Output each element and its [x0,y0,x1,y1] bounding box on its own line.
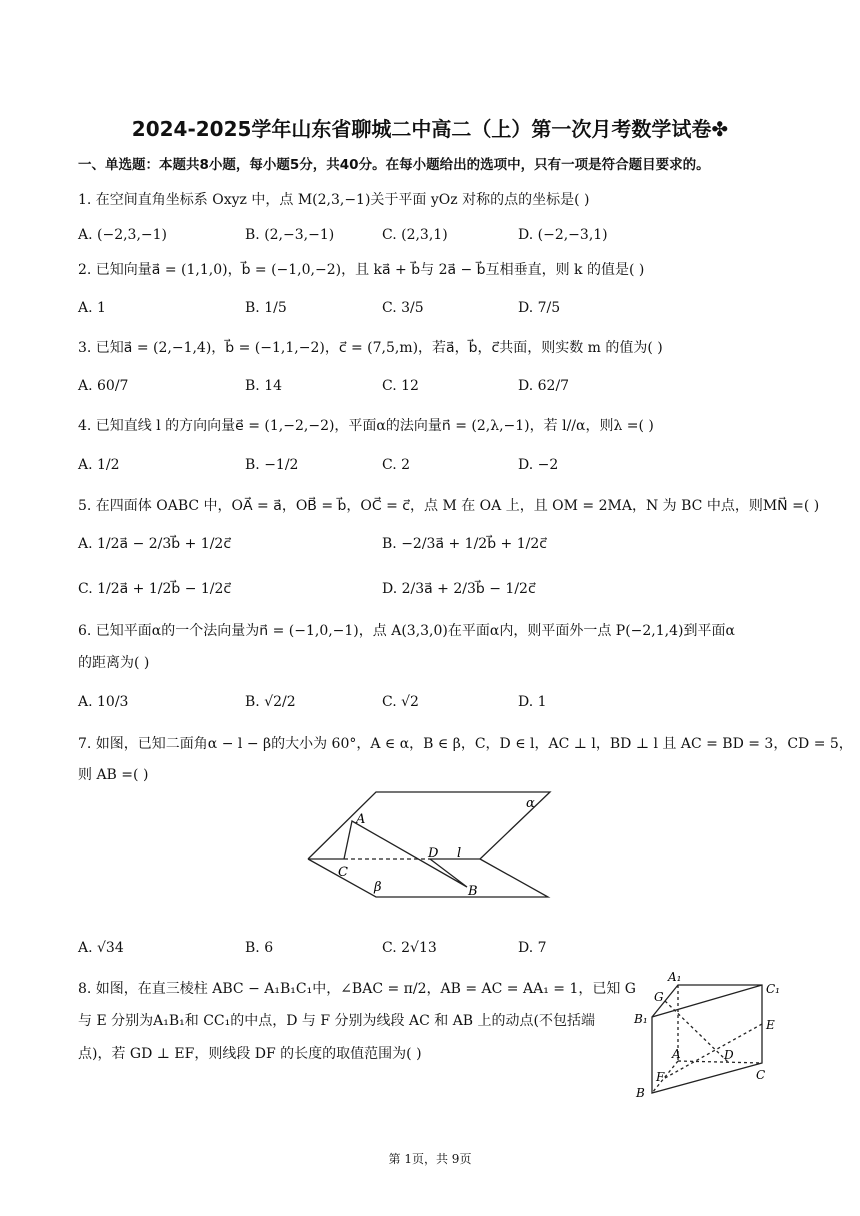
q7-option-b: B. 6 [245,940,274,956]
label-alpha: α [526,796,535,811]
page-footer: 第 1页，共 9页 [388,1152,472,1166]
q4-option-c: C. 2 [382,457,411,473]
question-2-stem: 2. 已知向量a⃗ = (1,1,0)，b⃗ = (−1,0,−2)，且 ka⃗ + b⃗与 2a⃗ − b⃗互相垂直，则 k 的值是( ) [78,262,645,278]
label-b1: B₁ [634,1012,648,1026]
q7-option-c: C. 2√13 [382,940,437,956]
q3-option-d: D. 62/7 [518,378,570,394]
q1-option-d: D. (−2,−3,1) [518,227,608,243]
page-title: 2024-2025学年山东省聊城二中高二（上）第一次月考数学试卷✤ [131,117,729,141]
q4-option-d: D. −2 [518,457,559,473]
question-6-stem: 6. 已知平面α的一个法向量为n⃗ = (−1,0,−1)，点 A(3,3,0)在平面α内，则平面外一点 P(−2,1,4)到平面α [78,623,735,639]
question-8-stem-cont: 与 E 分别为A₁B₁和 CC₁的中点，D 与 F 分别为线段 AC 和 AB 上的动点(不包括端 [78,1013,596,1029]
question-6-stem-cont: 的距离为( ) [78,655,150,671]
q7-option-d: D. 7 [518,940,547,956]
q5-option-b: B. −2/3a⃗ + 1/2b⃗ + 1/2c⃗ [382,536,547,552]
q2-option-d: D. 7/5 [518,300,561,316]
question-4-stem: 4. 已知直线 l 的方向向量e⃗ = (1,−2,−2)，平面α的法向量n⃗ = (2,λ,−1)，若 l//α，则λ =( ) [78,418,654,434]
q3-option-a: A. 60/7 [78,378,129,394]
question-1-stem: 1. 在空间直角坐标系 Oxyz 中，点 M(2,3,−1)关于平面 yOz 对称的点的坐标是( ) [78,192,590,208]
label-l: l [457,846,462,861]
label-a: A [356,812,366,827]
question-7-stem-cont: 则 AB =( ) [78,767,149,783]
label-d: D [724,1048,734,1062]
dihedral-angle-figure [300,785,560,910]
question-3-stem: 3. 已知a⃗ = (2,−1,4)，b⃗ = (−1,1,−2)，c⃗ = (7,5,m)，若a⃗，b⃗，c⃗共面，则实数 m 的值为( ) [78,340,663,356]
q1-option-b: B. (2,−3,−1) [245,227,335,243]
label-c1: C₁ [766,982,780,996]
label-b: B [468,884,478,899]
q4-option-b: B. −1/2 [245,457,299,473]
label-a: A [672,1047,681,1061]
question-5-stem: 5. 在四面体 OABC 中，OA⃗ = a⃗，OB⃗ = b⃗，OC⃗ = c⃗，点 M 在 OA 上，且 OM = 2MA，N 为 BC 中点，则MN⃗ =( ) [78,498,820,514]
section-heading: 一、单选题：本题共8小题，每小题5分，共40分。在每小题给出的选项中，只有一项是符合题目要求的。 [78,157,710,173]
label-a1: A₁ [668,970,682,984]
q5-option-c: C. 1/2a⃗ + 1/2b⃗ − 1/2c⃗ [78,581,232,597]
label-c: C [756,1068,766,1082]
label-g: G [654,990,664,1004]
q5-option-d: D. 2/3a⃗ + 2/3b⃗ − 1/2c⃗ [382,581,536,597]
q3-option-c: C. 12 [382,378,419,394]
label-e: E [766,1018,775,1032]
q6-option-a: A. 10/3 [78,694,129,710]
q4-option-a: A. 1/2 [78,457,120,473]
label-c: C [338,865,348,880]
prism-figure [628,965,788,1105]
q7-option-a: A. √34 [78,940,124,956]
q1-option-c: C. (2,3,1) [382,227,448,243]
q5-option-a: A. 1/2a⃗ − 2/3b⃗ + 1/2c⃗ [78,536,232,552]
q2-option-c: C. 3/5 [382,300,424,316]
label-beta: β [374,880,382,895]
q6-option-b: B. √2/2 [245,694,296,710]
q1-option-a: A. (−2,3,−1) [78,227,168,243]
q2-option-a: A. 1 [78,300,106,316]
q2-option-b: B. 1/5 [245,300,287,316]
question-8-stem: 8. 如图，在直三棱柱 ABC − A₁B₁C₁中，∠BAC = π/2，AB = AC = AA₁ = 1，已知 G [78,981,636,997]
q6-option-c: C. √2 [382,694,419,710]
label-d: D [428,846,439,861]
question-7-stem: 7. 如图，已知二面角α − l − β的大小为 60°，A ∈ α，B ∈ β，C，D ∈ l，AC ⊥ l，BD ⊥ l 且 AC = BD = 3，CD = 5， [78,736,853,752]
question-8-stem-cont2: 点)，若 GD ⊥ EF，则线段 DF 的长度的取值范围为( ) [78,1046,422,1062]
label-b: B [636,1086,645,1100]
label-f: F [656,1070,665,1084]
q3-option-b: B. 14 [245,378,283,394]
q6-option-d: D. 1 [518,694,547,710]
